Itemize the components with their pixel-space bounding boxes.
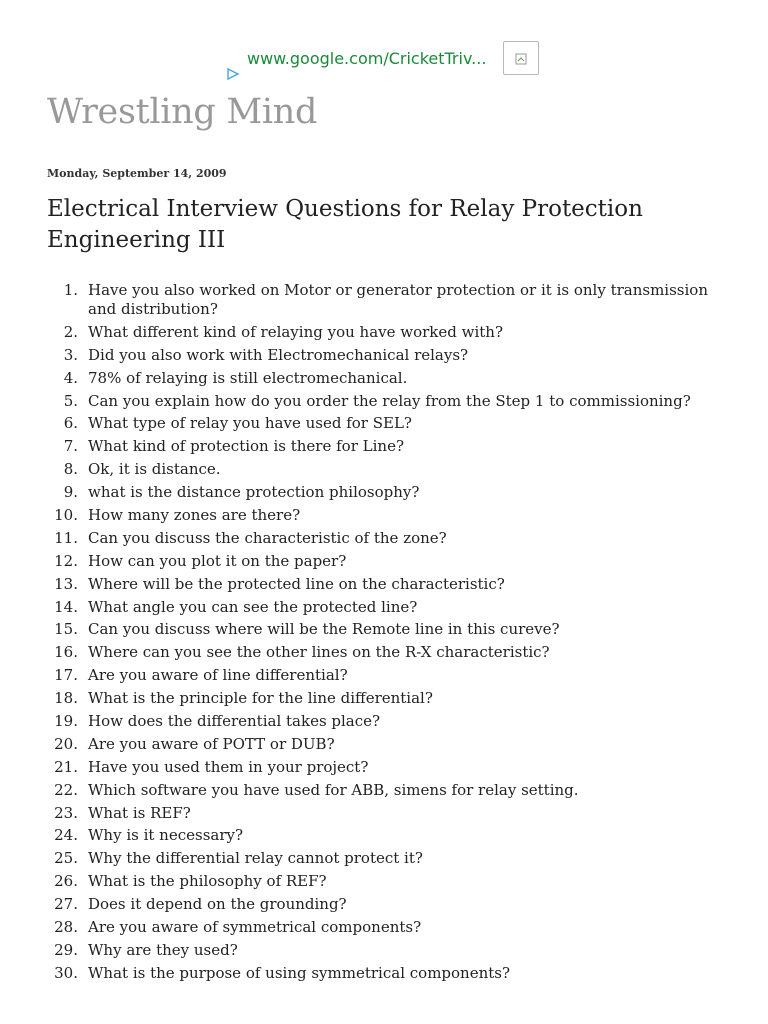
list-item: [47, 575, 737, 594]
list-item-text: Are you aware of symmetrical components?: [88, 918, 422, 937]
list-item-number: 10.: [54, 506, 78, 525]
list-item-number: 4.: [63, 368, 78, 387]
list-item: [47, 849, 737, 868]
list-item: [47, 895, 737, 914]
list-item-number: 27.: [54, 895, 78, 914]
list-item: [47, 735, 737, 754]
list-item: [47, 872, 737, 891]
list-item-text: Ok, it is distance.: [88, 460, 221, 479]
list-item: [47, 712, 737, 731]
list-item: [47, 346, 737, 365]
list-item: [47, 826, 737, 845]
list-item-text: Can you discuss where will be the Remote line in this cureve?: [88, 620, 560, 639]
list-item-number: 26.: [54, 872, 78, 891]
list-item-number: 29.: [54, 940, 78, 959]
list-item-number: 8.: [63, 460, 78, 479]
list-item: [47, 414, 737, 433]
list-item-text: Where can you see the other lines on the R-X characteristic?: [88, 643, 550, 662]
list-item-text: Did you also work with Electromechanical relays?: [88, 345, 469, 364]
list-item-text: How can you plot it on the paper?: [88, 551, 347, 570]
ad-link[interactable]: www.google.com/CricketTriv...: [247, 49, 487, 68]
list-item-text: Why are they used?: [88, 940, 238, 959]
list-item-text: What different kind of relaying you have worked with?: [88, 322, 504, 341]
list-item: [47, 437, 737, 456]
list-item: [47, 804, 737, 823]
list-item: [47, 369, 737, 388]
list-item-number: 5.: [63, 391, 78, 410]
list-item-text: Why the differential relay cannot protect it?: [88, 849, 423, 868]
list-item-number: 23.: [54, 803, 78, 822]
ad-choices-icon[interactable]: [226, 66, 240, 80]
list-item-number: 21.: [54, 757, 78, 776]
list-item-number: 17.: [54, 666, 78, 685]
list-item: [47, 460, 737, 479]
list-item-text: What type of relay you have used for SEL?: [88, 414, 412, 433]
list-item-number: 25.: [54, 849, 78, 868]
list-item-number: 2.: [63, 322, 78, 341]
list-item-text: Are you aware of POTT or DUB?: [88, 734, 335, 753]
post-date: Monday, September 14, 2009: [47, 167, 227, 180]
list-item-number: 24.: [54, 826, 78, 845]
list-item: [47, 620, 737, 639]
list-item: [47, 918, 737, 937]
list-item-text: What kind of protection is there for Line?: [88, 437, 404, 456]
list-item-number: 19.: [54, 712, 78, 731]
list-item-number: 13.: [54, 574, 78, 593]
list-item-number: 18.: [54, 689, 78, 708]
list-item-text: Which software you have used for ABB, simens for relay setting.: [88, 780, 579, 799]
list-item-number: 30.: [54, 963, 78, 982]
list-item: [47, 643, 737, 662]
list-item-number: 7.: [63, 437, 78, 456]
list-item-number: 20.: [54, 734, 78, 753]
list-item: [47, 552, 737, 571]
list-item-number: 3.: [63, 345, 78, 364]
list-item: [47, 758, 737, 777]
list-item: [47, 964, 737, 983]
list-item: [47, 781, 737, 800]
list-item-text: What angle you can see the protected line?: [88, 597, 418, 616]
list-item-text: Can you explain how do you order the relay from the Step 1 to commissioning?: [88, 391, 691, 410]
list-item-text: Where will be the protected line on the characteristic?: [88, 574, 505, 593]
list-item-number: 22.: [54, 780, 78, 799]
list-item-text: Have you used them in your project?: [88, 757, 369, 776]
list-item: [47, 529, 737, 548]
list-item-text: What is the philosophy of REF?: [88, 872, 327, 891]
list-item: [47, 941, 737, 960]
post-title[interactable]: Electrical Interview Questions for Relay Protection Engineering III: [47, 196, 643, 253]
ad-bar: [226, 40, 546, 80]
list-item-number: 15.: [54, 620, 78, 639]
list-item: [47, 323, 737, 342]
list-item-number: 11.: [54, 528, 78, 547]
question-list: [47, 281, 737, 987]
list-item-text: 78% of relaying is still electromechanical.: [88, 368, 408, 387]
list-item-text: How does the differential takes place?: [88, 712, 381, 731]
list-item: [47, 689, 737, 708]
list-item: [47, 506, 737, 525]
list-item-text: what is the distance protection philosophy?: [88, 483, 420, 502]
list-item-text: Does it depend on the grounding?: [88, 895, 347, 914]
list-item: [47, 392, 737, 411]
broken-image-icon: [514, 52, 528, 66]
list-item-text: Can you discuss the characteristic of the zone?: [88, 528, 447, 547]
list-item: [47, 598, 737, 617]
list-item-text: What is REF?: [88, 803, 191, 822]
list-item-text: Are you aware of line differential?: [88, 666, 348, 685]
list-item: [47, 666, 737, 685]
list-item-number: 14.: [54, 597, 78, 616]
list-item-text: Have you also worked on Motor or generator protection or it is only transmission and distribution?: [88, 281, 708, 318]
list-item-number: 6.: [63, 414, 78, 433]
ad-open-button[interactable]: [503, 41, 539, 75]
list-item-text: What is the principle for the line differential?: [88, 689, 433, 708]
list-item-number: 16.: [54, 643, 78, 662]
list-item-number: 1.: [63, 281, 78, 299]
list-item: [47, 281, 737, 319]
list-item-text: Why is it necessary?: [88, 826, 244, 845]
list-item-number: 9.: [63, 483, 78, 502]
list-item-number: 28.: [54, 918, 78, 937]
list-item-text: What is the purpose of using symmetrical components?: [88, 963, 511, 982]
list-item-number: 12.: [54, 551, 78, 570]
list-item-text: How many zones are there?: [88, 506, 301, 525]
blog-title[interactable]: Wrestling Mind: [47, 92, 318, 132]
list-item: [47, 483, 737, 502]
